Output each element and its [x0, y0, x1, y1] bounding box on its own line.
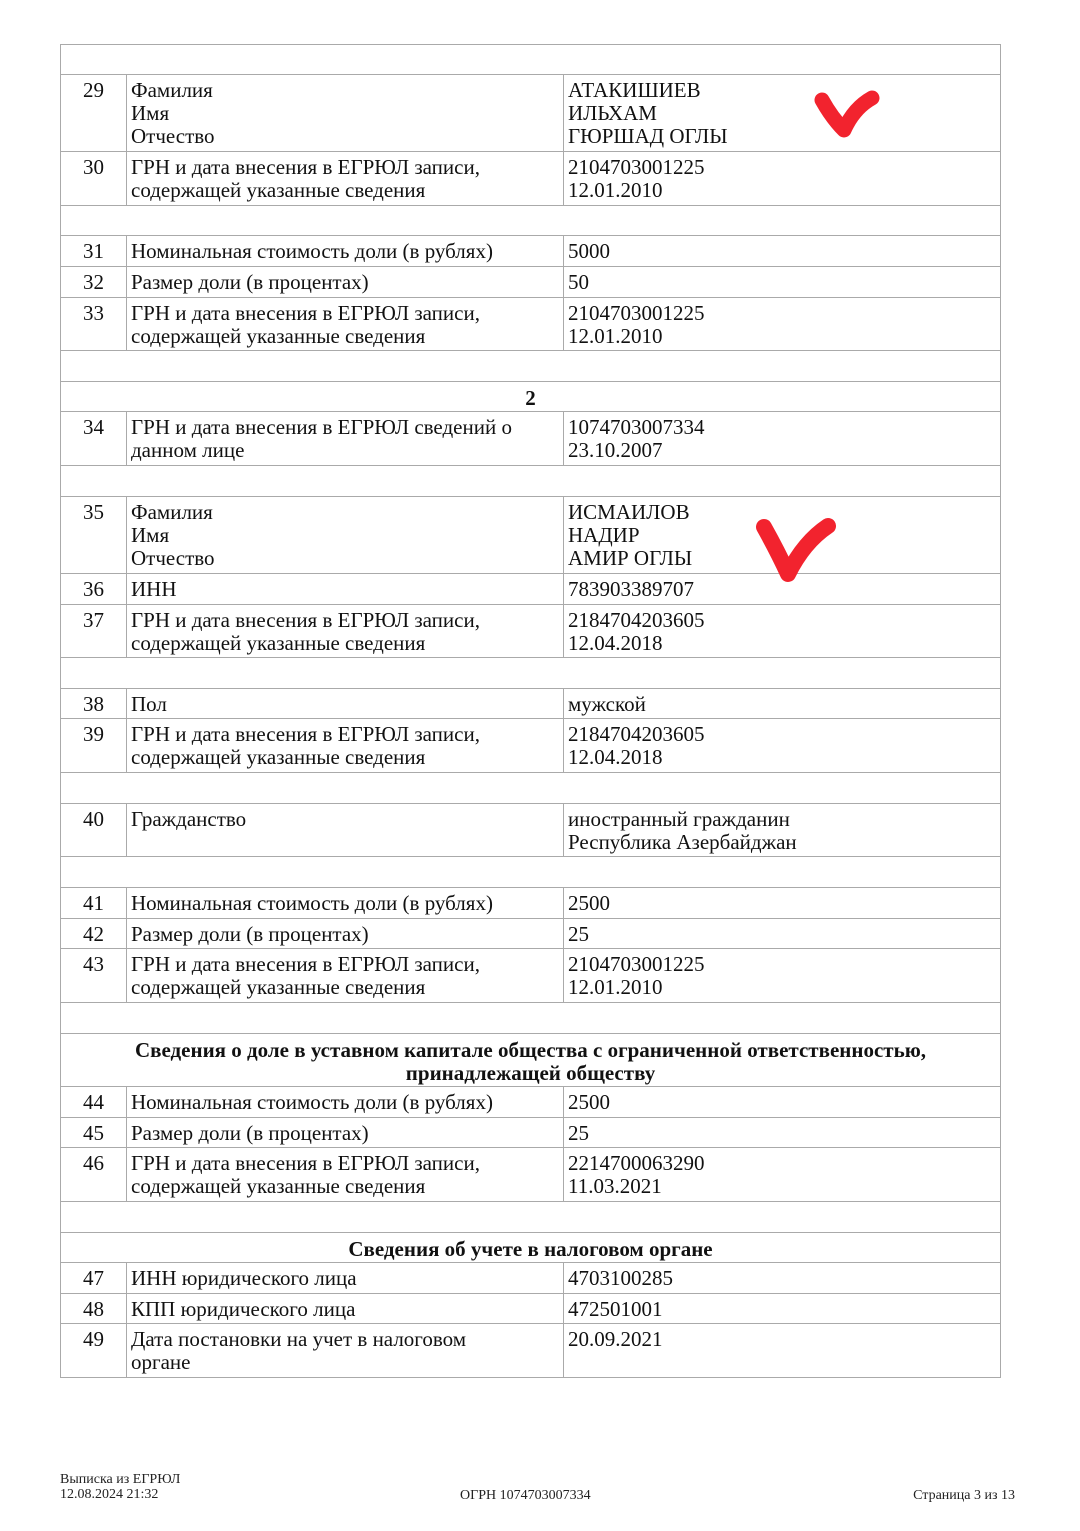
table-row	[60, 1324, 1001, 1378]
field-value: 2500	[568, 891, 610, 915]
table-row	[60, 298, 1001, 351]
field-label: ГРН и дата внесения в ЕГРЮЛ сведений о данном лице	[127, 412, 564, 465]
field-value: 2500	[568, 1090, 610, 1114]
field-label: Размер доли (в процентах)	[127, 1118, 564, 1147]
row-number: 35	[61, 497, 127, 573]
spacer-row	[60, 1202, 1001, 1233]
spacer-row	[60, 773, 1001, 804]
field-value: АТАКИШИЕВ ИЛЬХАМ ГЮРШАД ОГЛЫ	[568, 78, 728, 148]
field-value: ИСМАИЛОВ НАДИР АМИР ОГЛЫ	[568, 500, 693, 570]
section-header	[60, 1034, 1001, 1087]
field-label: ГРН и дата внесения в ЕГРЮЛ записи, содержащей указанные сведения	[127, 719, 564, 772]
section-title: Сведения об учете в налоговом органе	[348, 1237, 713, 1261]
spacer-row	[60, 206, 1001, 236]
field-label: КПП юридического лица	[127, 1294, 564, 1323]
field-label: Фамилия Имя Отчество	[127, 497, 564, 573]
row-number: 49	[61, 1324, 127, 1377]
check-mark-stroke	[822, 98, 872, 130]
section-header	[60, 382, 1001, 412]
field-value: 2104703001225 12.01.2010	[568, 301, 705, 348]
row-number: 29	[61, 75, 127, 151]
spacer-row	[60, 857, 1001, 888]
field-label: Размер доли (в процентах)	[127, 267, 564, 297]
row-number: 46	[61, 1148, 127, 1201]
row-number: 31	[61, 236, 127, 266]
field-label: Пол	[127, 689, 564, 718]
table-row	[60, 689, 1001, 719]
table-row	[60, 1294, 1001, 1324]
field-label: Размер доли (в процентах)	[127, 919, 564, 948]
spacer-row	[60, 351, 1001, 382]
field-value: 5000	[568, 239, 610, 263]
row-number: 32	[61, 267, 127, 297]
section-header	[60, 1233, 1001, 1263]
row-number: 37	[61, 605, 127, 657]
field-label: Гражданство	[127, 804, 564, 856]
field-value: 25	[568, 1121, 589, 1145]
row-number: 30	[61, 152, 127, 205]
field-value: 1074703007334 23.10.2007	[568, 415, 705, 462]
field-value: 4703100285	[568, 1266, 673, 1290]
table-row	[60, 949, 1001, 1003]
field-label: Номинальная стоимость доли (в рублях)	[127, 236, 564, 266]
spacer-row	[60, 44, 1001, 75]
row-number: 42	[61, 919, 127, 948]
table-row	[60, 719, 1001, 773]
row-number: 34	[61, 412, 127, 465]
extract-table	[60, 44, 1001, 1378]
field-label: Номинальная стоимость доли (в рублях)	[127, 1087, 564, 1117]
field-value: 2104703001225 12.01.2010	[568, 155, 705, 202]
field-label: Дата постановки на учет в налоговом органе	[127, 1324, 564, 1377]
field-label: ГРН и дата внесения в ЕГРЮЛ записи, содержащей указанные сведения	[127, 152, 564, 205]
footer-page-number: Страница 3 из 13	[913, 1488, 1015, 1503]
check-mark-icon	[752, 512, 842, 587]
field-value: 2214700063290 11.03.2021	[568, 1151, 705, 1198]
spacer-row	[60, 1003, 1001, 1034]
table-row	[60, 1087, 1001, 1118]
field-label: Номинальная стоимость доли (в рублях)	[127, 888, 564, 918]
row-number: 48	[61, 1294, 127, 1323]
field-value: 783903389707	[568, 577, 694, 601]
table-row	[60, 1263, 1001, 1294]
footer-doc-title: Выписка из ЕГРЮЛ	[60, 1472, 181, 1487]
table-row	[60, 574, 1001, 605]
row-number: 38	[61, 689, 127, 718]
row-number: 39	[61, 719, 127, 772]
row-number: 41	[61, 888, 127, 918]
row-number: 40	[61, 804, 127, 856]
table-row	[60, 497, 1001, 574]
table-row	[60, 412, 1001, 466]
field-value: 2184704203605 12.04.2018	[568, 722, 705, 769]
field-value: иностранный гражданин Республика Азербайджан	[568, 807, 797, 854]
field-value: мужской	[568, 692, 646, 716]
section-title: Сведения о доле в уставном капитале общества с ограниченной ответственностью, принадлежащей обществу	[134, 1038, 927, 1085]
field-value: 20.09.2021	[568, 1327, 663, 1351]
table-row	[60, 1148, 1001, 1202]
check-mark-icon	[810, 80, 885, 140]
table-row	[60, 804, 1001, 857]
field-value: 472501001	[568, 1297, 663, 1321]
field-label: ИНН юридического лица	[127, 1263, 564, 1293]
table-row	[60, 236, 1001, 267]
field-label: Фамилия Имя Отчество	[127, 75, 564, 151]
row-number: 44	[61, 1087, 127, 1117]
field-value: 2184704203605 12.04.2018	[568, 608, 705, 655]
footer-ogrn: ОГРН 1074703007334	[460, 1488, 591, 1503]
field-label: ГРН и дата внесения в ЕГРЮЛ записи, содержащей указанные сведения	[127, 1148, 564, 1201]
footer-doc-info	[60, 1472, 180, 1502]
row-number: 33	[61, 298, 127, 350]
row-number: 45	[61, 1118, 127, 1147]
table-row	[60, 152, 1001, 206]
row-number: 47	[61, 1263, 127, 1293]
field-label: ГРН и дата внесения в ЕГРЮЛ записи, содержащей указанные сведения	[127, 298, 564, 350]
field-label: ГРН и дата внесения в ЕГРЮЛ записи, содержащей указанные сведения	[127, 605, 564, 657]
field-value: 50	[568, 270, 589, 294]
spacer-row	[60, 466, 1001, 497]
check-mark-stroke	[764, 526, 828, 574]
field-label: ИНН	[127, 574, 564, 604]
table-row	[60, 605, 1001, 658]
table-row	[60, 267, 1001, 298]
table-row	[60, 888, 1001, 919]
row-number: 36	[61, 574, 127, 604]
table-row	[60, 919, 1001, 949]
field-label: ГРН и дата внесения в ЕГРЮЛ записи, содержащей указанные сведения	[127, 949, 564, 1002]
row-number: 43	[61, 949, 127, 1002]
spacer-row	[60, 658, 1001, 689]
table-row	[60, 1118, 1001, 1148]
field-value: 2104703001225 12.01.2010	[568, 952, 705, 999]
field-value: 25	[568, 922, 589, 946]
section-title: 2	[525, 386, 536, 410]
footer-datetime: 12.08.2024 21:32	[60, 1487, 159, 1502]
